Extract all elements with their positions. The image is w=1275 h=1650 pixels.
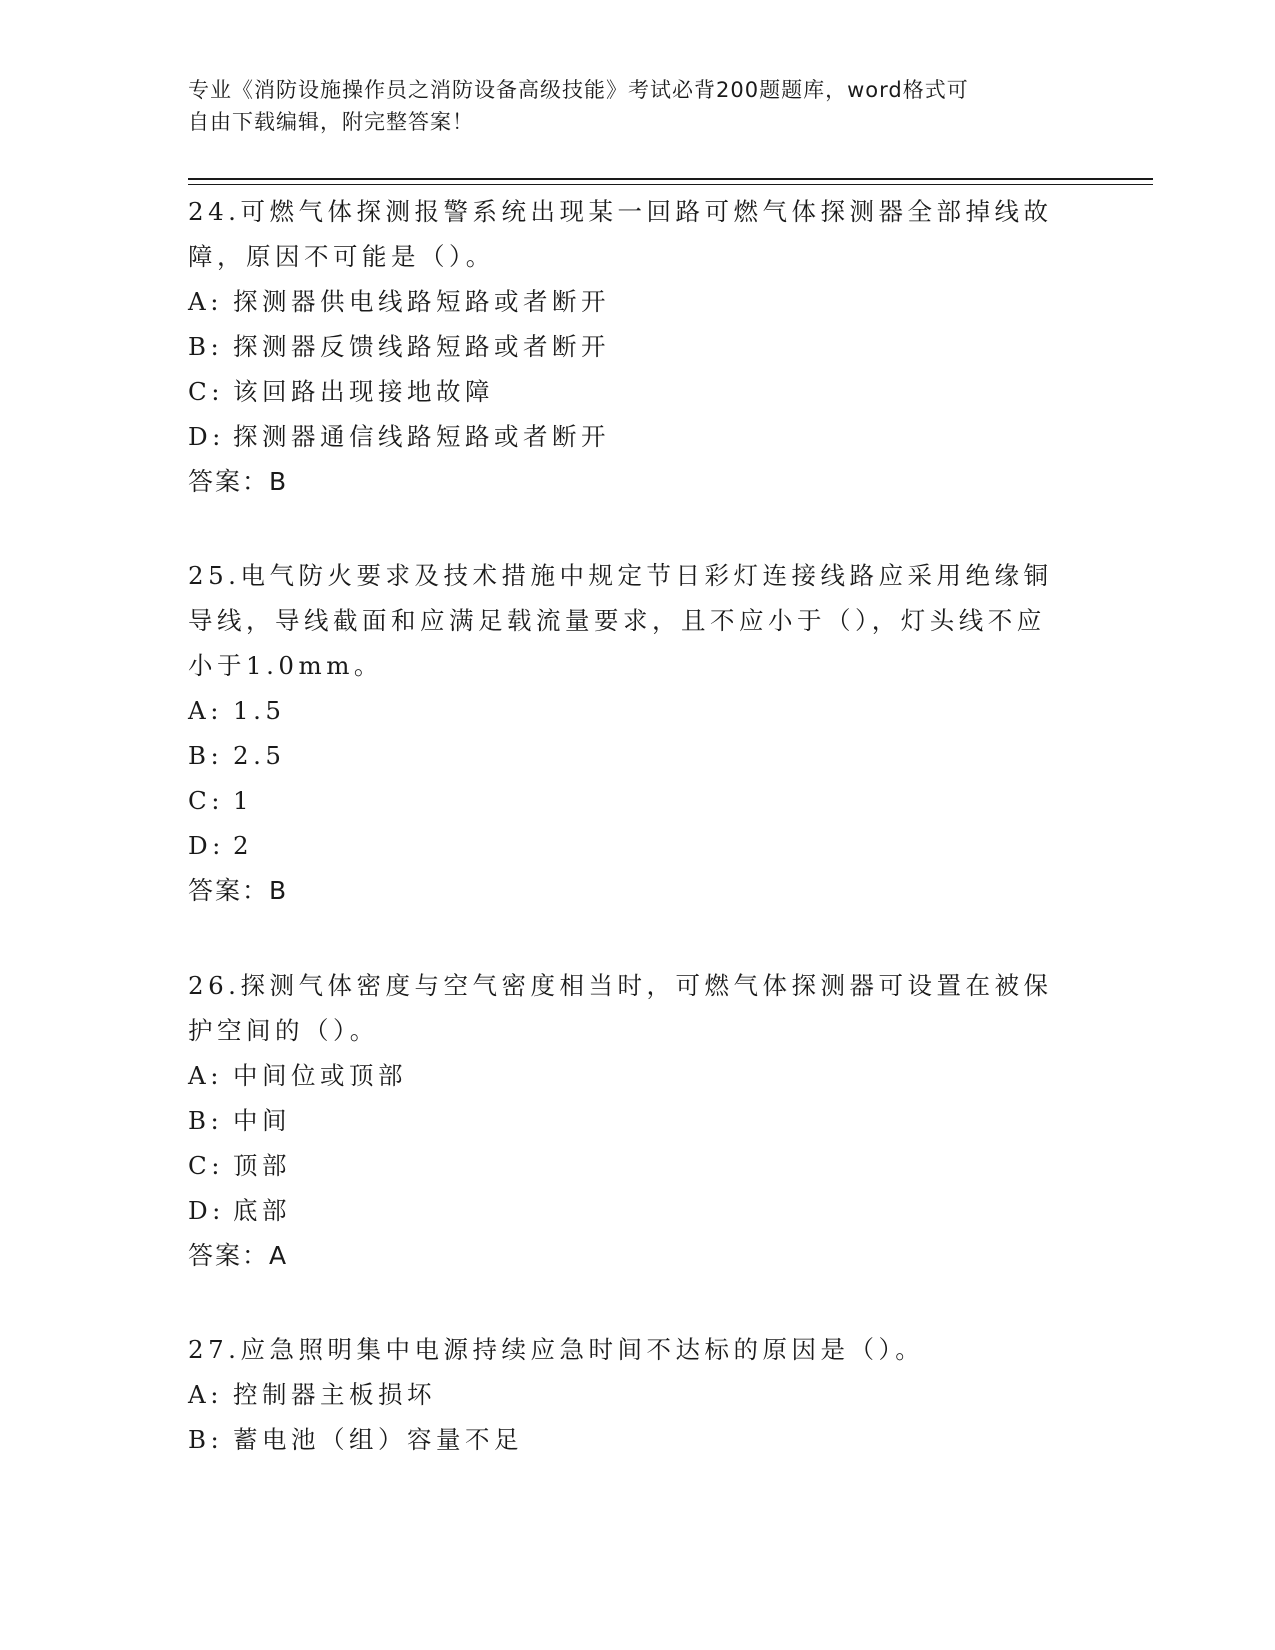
header-divider-thin [188, 184, 1153, 185]
option-letter: B: [188, 1106, 224, 1135]
option-letter: D: [188, 422, 225, 451]
header-line-1: 专业《消防设施操作员之消防设备高级技能》考试必背200题题库，word格式可 [188, 78, 969, 102]
option-d [188, 1188, 1068, 1233]
option-letter: D: [188, 831, 225, 860]
option-a [188, 1053, 1068, 1098]
document-header [188, 74, 1068, 138]
option-text: 探测器反馈线路短路或者断开 [233, 332, 610, 361]
option-text: 蓄电池（组）容量不足 [233, 1425, 523, 1454]
option-b [188, 1417, 1068, 1462]
option-text: 顶部 [233, 1151, 291, 1180]
option-text: 该回路出现接地故障 [233, 377, 494, 406]
question-24 [188, 189, 1068, 504]
question-26 [188, 963, 1068, 1278]
question-25 [188, 553, 1068, 913]
option-a [188, 688, 1068, 733]
option-letter: A: [188, 287, 223, 316]
option-b [188, 324, 1068, 369]
option-letter: C: [188, 377, 225, 406]
option-letter: B: [188, 1425, 224, 1454]
question-stem: 25.电气防火要求及技术措施中规定节日彩灯连接线路应采用绝缘铜导线，导线截面和应满足载流量要求，且不应小于（），灯头线不应小于1.0mm。 [188, 561, 1053, 680]
option-c [188, 369, 1068, 414]
option-c [188, 1143, 1068, 1188]
option-a [188, 1372, 1068, 1417]
option-text: 1.5 [233, 696, 286, 725]
option-c [188, 778, 1068, 823]
option-text: 2.5 [233, 741, 286, 770]
header-divider-thick [188, 178, 1153, 180]
option-letter: B: [188, 332, 224, 361]
answer: 答案：A [188, 1241, 289, 1270]
question-stem: 26.探测气体密度与空气密度相当时，可燃气体探测器可设置在被保护空间的（）。 [188, 971, 1053, 1045]
option-letter: B: [188, 741, 224, 770]
answer: 答案：B [188, 876, 289, 905]
answer: 答案：B [188, 467, 289, 496]
option-text: 中间 [233, 1106, 291, 1135]
option-letter: C: [188, 786, 225, 815]
option-d [188, 823, 1068, 868]
option-d [188, 414, 1068, 459]
question-27 [188, 1327, 1068, 1462]
option-text: 2 [233, 831, 254, 860]
option-text: 1 [233, 786, 254, 815]
question-stem: 27.应急照明集中电源持续应急时间不达标的原因是（）。 [188, 1335, 925, 1364]
option-letter: A: [188, 696, 223, 725]
header-line-2: 自由下载编辑，附完整答案！ [188, 110, 474, 134]
option-text: 底部 [233, 1196, 291, 1225]
option-a [188, 279, 1068, 324]
option-b [188, 733, 1068, 778]
option-letter: D: [188, 1196, 225, 1225]
option-text: 控制器主板损坏 [233, 1380, 436, 1409]
option-text: 探测器通信线路短路或者断开 [233, 422, 610, 451]
option-text: 中间位或顶部 [233, 1061, 407, 1090]
option-letter: A: [188, 1380, 223, 1409]
option-letter: A: [188, 1061, 223, 1090]
option-text: 探测器供电线路短路或者断开 [233, 287, 610, 316]
question-stem: 24.可燃气体探测报警系统出现某一回路可燃气体探测器全部掉线故障，原因不可能是（）。 [188, 197, 1053, 271]
option-letter: C: [188, 1151, 225, 1180]
option-b [188, 1098, 1068, 1143]
